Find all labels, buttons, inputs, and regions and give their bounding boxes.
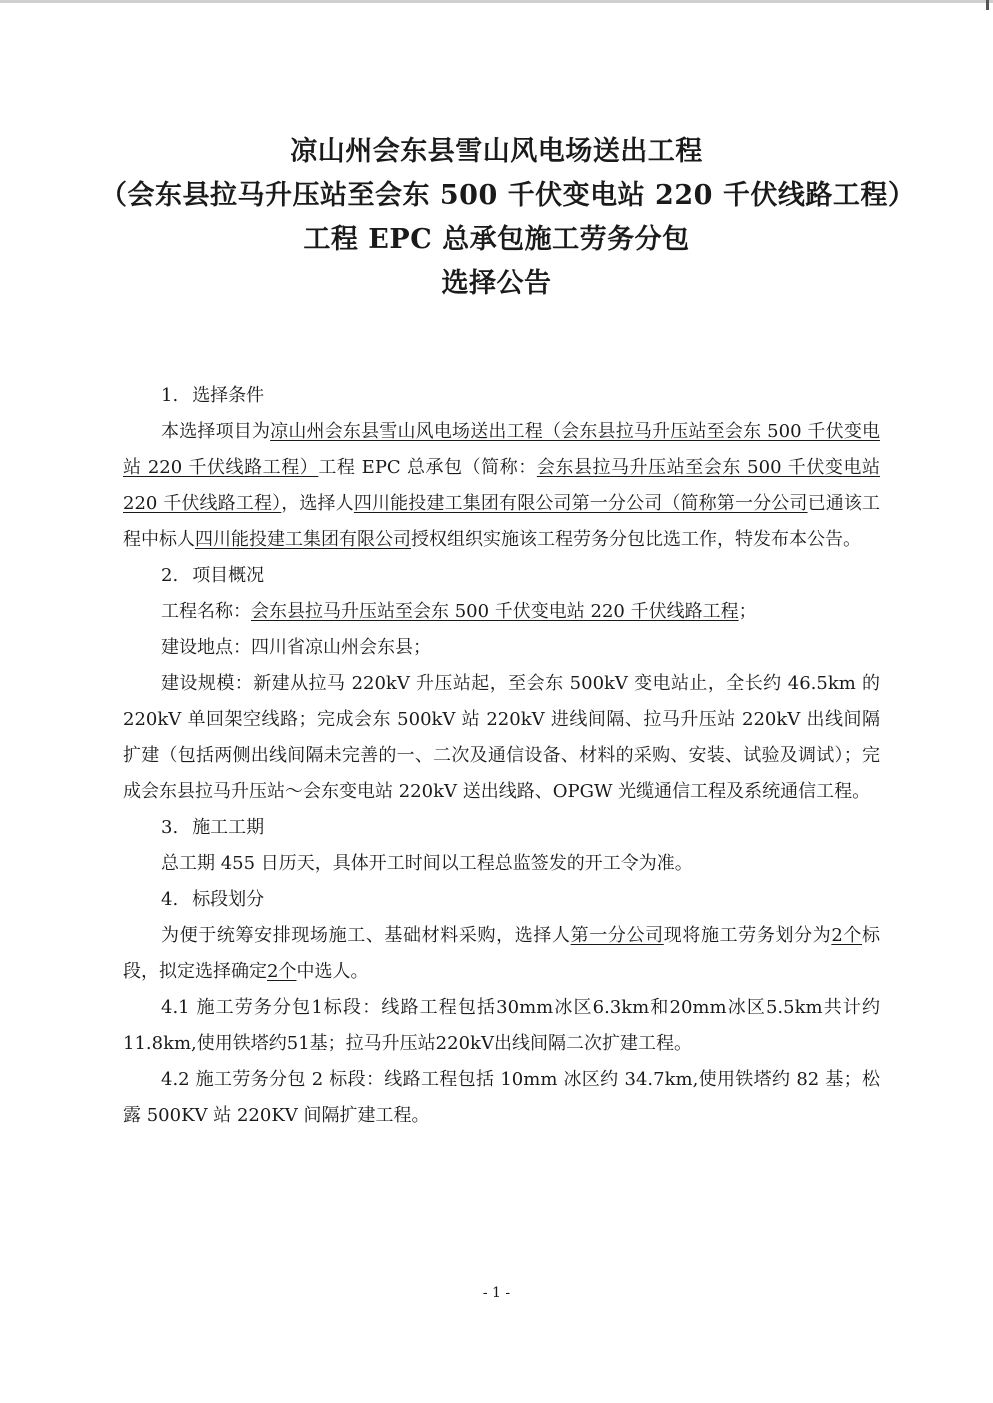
lot-1-description: 4.1 施工劳务分包1标段：线路工程包括30mm冰区6.3km和20mm冰区5.5km共计约11.8km,使用铁塔约51基；拉马升压站220kV出线间隔二次扩建工程。 — [123, 997, 880, 1054]
section-1-heading: 1. 选择条件 — [161, 385, 265, 406]
title-line-1: 凉山州会东县雪山风电场送出工程 — [290, 136, 703, 167]
scan-mark — [986, 0, 989, 10]
project-scale: 建设规模：新建从拉马 220kV 升压站起，至会东 500kV 变电站止，全长约 46.5km 的 220kV 单回架空线路；完成会东 500kV 站 220kV 进线间隔、拉马升压站 220kV 出线间隔扩建（包括两侧出线间隔未完善的一、二次及通信设备、材料的采购、安装、试验及调试）；完成会东县拉马升压站～会东变电站 220kV 送出线路、OPGW 光缆通信工程及系统通信工程。 — [123, 673, 880, 802]
section-4-heading: 4. 标段划分 — [161, 889, 265, 910]
title-line-4: 选择公告 — [441, 268, 552, 299]
section-1-paragraph: 本选择项目为凉山州会东县雪山风电场送出工程（会东县拉马升压站至会东 500 千伏变电站 220 千伏线路工程）工程 EPC 总承包（简称：会东县拉马升压站至会东 500 千伏变电站 220 千伏线路工程），选择人四川能投建工集团有限公司第一分公司（简称第一分公司已通该工程中标人四川能投建工集团有限公司授权组织实施该工程劳务分包比选工作，特发布本公告。 — [123, 421, 881, 550]
section-3-paragraph: 总工期 455 日历天，具体开工时间以工程总监签发的开工令为准。 — [161, 853, 693, 874]
title-block — [100, 130, 916, 306]
project-name: 工程名称：会东县拉马升压站至会东 500 千伏变电站 220 千伏线路工程； — [161, 601, 757, 622]
document-body — [123, 378, 880, 1134]
section-4-paragraph: 为便于统筹安排现场施工、基础材料采购，选择人第一分公司现将施工劳务划分为2个标段，拟定选择确定2个中选人。 — [123, 925, 881, 982]
lot-2-description: 4.2 施工劳务分包 2 标段：线路工程包括 10mm 冰区约 34.7km,使用铁塔约 82 基；松露 500KV 站 220KV 间隔扩建工程。 — [123, 1069, 880, 1126]
project-location: 建设地点：四川省凉山州会东县； — [161, 637, 431, 658]
section-2-heading: 2. 项目概况 — [161, 565, 265, 586]
title-line-2: （会东县拉马升压站至会东 500 千伏变电站 220 千伏线路工程） — [100, 180, 916, 211]
section-3-heading: 3. 施工工期 — [161, 817, 265, 838]
scan-edge — [0, 0, 993, 3]
title-line-3: 工程 EPC 总承包施工劳务分包 — [303, 224, 690, 255]
page-number: - 1 - — [482, 1285, 511, 1301]
